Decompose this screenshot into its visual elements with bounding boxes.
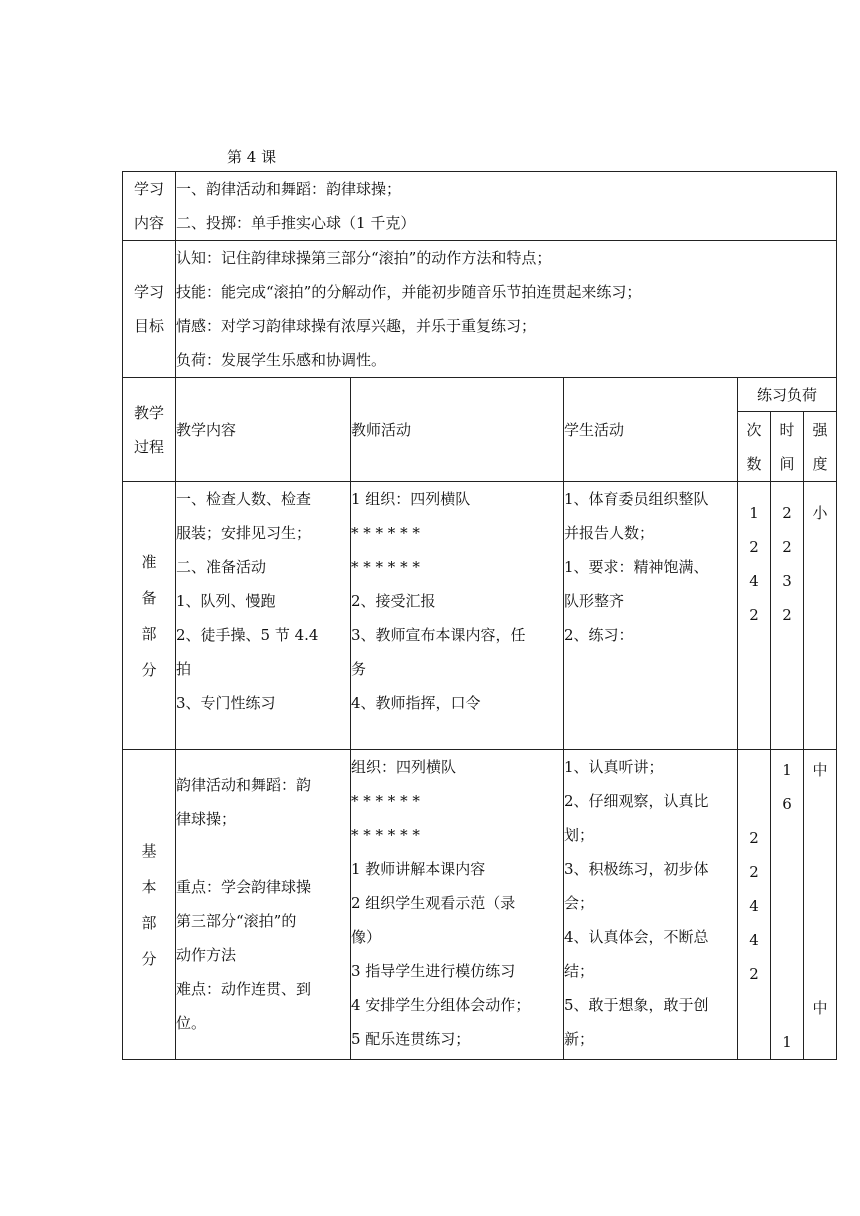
basic-intensity <box>804 750 837 1060</box>
basic-content-line: 难点：动作连贯、到 <box>176 980 312 998</box>
basic-duration <box>771 750 804 1060</box>
prep-student-line: 1、体育委员组织整队 <box>564 490 709 508</box>
goal-line: 情感：对学习韵律球操有浓厚兴趣，并乐于重复练习； <box>176 317 537 335</box>
header-process-line: 教学 <box>133 403 164 422</box>
header-duration-char: 时 <box>779 420 795 439</box>
basic-times-value: 4 <box>749 931 759 949</box>
prep-content-line: 2、徒手操、5 节 4.4 <box>176 626 319 644</box>
basic-intensity-value <box>806 923 834 957</box>
prep-intensity-value: 小 <box>812 504 828 522</box>
basic-student-line: 结； <box>564 962 595 980</box>
prep-teacher-line: 务 <box>351 660 367 678</box>
basic-teacher-line: 像） <box>351 928 382 946</box>
basic-student-line: 划； <box>564 826 595 844</box>
prep-duration-value: 2 <box>782 504 792 522</box>
basic-duration-value: 1 <box>782 761 792 779</box>
goals-label <box>123 241 176 378</box>
prep-intensity <box>804 482 837 750</box>
prep-content-line: 一、检查人数、检查 <box>176 490 312 508</box>
basic-label-char: 基 <box>141 841 157 860</box>
basic-teacher <box>351 750 564 1060</box>
basic-times-value: 2 <box>749 829 759 847</box>
prep-duration-value: 3 <box>782 572 792 590</box>
content-line: 一、韵律活动和舞蹈：韵律球操； <box>176 180 402 198</box>
basic-student-line: 会； <box>564 894 595 912</box>
goals-label-line: 目标 <box>133 317 164 335</box>
basic-content-line: 律球操； <box>176 810 237 828</box>
prep-times-value: 2 <box>749 538 759 556</box>
header-student: 学生活动 <box>564 378 738 482</box>
header-process <box>123 378 176 482</box>
content-line: 二、投掷：单手推实心球（1 千克） <box>176 214 416 232</box>
basic-duration-value <box>773 889 801 923</box>
basic-times-value: 2 <box>749 863 759 881</box>
header-duration-char: 间 <box>779 454 795 473</box>
prep-teacher-line: 4、教师指挥，口令 <box>351 694 481 712</box>
basic-duration-value <box>773 923 801 957</box>
header-duration <box>771 412 804 482</box>
content-text <box>176 172 837 241</box>
basic-content <box>176 750 351 1060</box>
prep-teacher <box>351 482 564 750</box>
basic-duration-value: 1 <box>782 1033 792 1051</box>
prep-label <box>123 482 176 750</box>
prep-duration <box>771 482 804 750</box>
prep-content-line: 3、专门性练习 <box>176 694 276 712</box>
basic-intensity-value <box>806 787 834 821</box>
basic-duration-value <box>773 855 801 889</box>
header-teacher: 教师活动 <box>351 378 564 482</box>
basic-row <box>123 750 837 1060</box>
basic-student <box>564 750 738 1060</box>
lesson-plan-table <box>122 171 837 1060</box>
content-row <box>123 172 837 241</box>
basic-teacher-line: 1 教师讲解本课内容 <box>351 860 486 878</box>
prep-content <box>176 482 351 750</box>
basic-teacher-line: * * * * * * <box>351 792 420 810</box>
basic-teacher-line: 2 组织学生观看示范（录 <box>351 894 516 912</box>
basic-content-line: 第三部分“滚拍”的 <box>176 912 297 930</box>
basic-student-line: 1、认真听讲； <box>564 758 664 776</box>
basic-label-char: 部 <box>141 913 157 932</box>
goals-label-line: 学习 <box>133 283 164 301</box>
prep-label-char: 部 <box>141 624 157 643</box>
basic-student-line: 5、敢于想象，敢于创 <box>564 996 709 1014</box>
prep-student-line: 队形整齐 <box>564 592 625 610</box>
basic-times-value: 2 <box>749 965 759 983</box>
header-intensity-char: 度 <box>812 454 828 473</box>
basic-duration-value <box>773 991 801 1025</box>
goal-line: 负荷：发展学生乐感和协调性。 <box>176 351 387 369</box>
goal-line: 技能：能完成“滚拍”的分解动作，并能初步随音乐节拍连贯起来练习； <box>176 283 642 301</box>
header-intensity <box>804 412 837 482</box>
prep-content-line: 1、队列、慢跑 <box>176 592 276 610</box>
basic-intensity-value <box>806 889 834 923</box>
basic-teacher-line: 4 安排学生分组体会动作； <box>351 996 531 1014</box>
basic-intensity-value <box>806 821 834 855</box>
prep-teacher-line: 2、接受汇报 <box>351 592 436 610</box>
prep-student-line: 1、要求：精神饱满、 <box>564 558 709 576</box>
prep-teacher-line: 1 组织：四列横队 <box>351 490 471 508</box>
basic-student-line: 4、认真体会，不断总 <box>564 928 709 946</box>
content-label-line: 内容 <box>133 214 164 232</box>
basic-times <box>738 750 771 1060</box>
basic-times-value: 4 <box>749 897 759 915</box>
basic-label-char: 分 <box>141 949 157 968</box>
header-content: 教学内容 <box>176 378 351 482</box>
goals-row <box>123 241 837 378</box>
header-row-top <box>123 378 837 412</box>
prep-teacher-line: * * * * * * <box>351 524 420 542</box>
basic-content-line: 韵律活动和舞蹈：韵 <box>176 776 312 794</box>
basic-student-line: 3、积极练习，初步体 <box>564 860 709 878</box>
basic-student-line: 2、仔细观察，认真比 <box>564 792 709 810</box>
basic-teacher-line: 5 配乐连贯练习； <box>351 1030 471 1048</box>
content-label-line: 学习 <box>133 180 164 198</box>
header-process-line: 过程 <box>133 437 164 456</box>
prep-student-line: 2、练习： <box>564 626 634 644</box>
basic-intensity-value: 中 <box>812 999 828 1017</box>
basic-times-value <box>740 787 768 821</box>
prep-duration-value: 2 <box>782 606 792 624</box>
prep-content-line: 拍 <box>176 660 192 678</box>
prep-teacher-line: 3、教师宣布本课内容，任 <box>351 626 526 644</box>
header-times <box>738 412 771 482</box>
header-times-char: 数 <box>746 454 762 473</box>
prep-label-char: 备 <box>141 588 157 607</box>
basic-teacher-line: 组织：四列横队 <box>351 758 457 776</box>
prep-label-char: 分 <box>141 660 157 679</box>
basic-duration-value: 6 <box>782 795 792 813</box>
prep-student-line: 并报告人数； <box>564 524 655 542</box>
basic-content-line <box>176 836 350 870</box>
prep-times <box>738 482 771 750</box>
header-load: 练习负荷 <box>738 378 837 412</box>
goal-line: 认知：记住韵律球操第三部分“滚拍”的动作方法和特点； <box>176 249 552 267</box>
prep-times-value: 1 <box>749 504 759 522</box>
basic-teacher-line: * * * * * * <box>351 826 420 844</box>
prep-times-value: 4 <box>749 572 759 590</box>
basic-intensity-value <box>806 957 834 991</box>
basic-content-line: 重点：学会韵律球操 <box>176 878 312 896</box>
basic-label-char: 本 <box>141 877 157 896</box>
basic-intensity-value <box>806 855 834 889</box>
basic-label <box>123 750 176 1060</box>
basic-duration-value <box>773 821 801 855</box>
prep-student <box>564 482 738 750</box>
prep-teacher-line: * * * * * * <box>351 558 420 576</box>
header-times-char: 次 <box>746 420 762 439</box>
page-title: 第 4 课 <box>227 148 277 166</box>
basic-student-line: 新； <box>564 1030 595 1048</box>
basic-content-line: 位。 <box>176 1014 207 1032</box>
prep-duration-value: 2 <box>782 538 792 556</box>
prep-times-value: 2 <box>749 606 759 624</box>
basic-times-value <box>740 753 768 787</box>
content-label <box>123 172 176 241</box>
basic-intensity-value: 中 <box>812 761 828 779</box>
prep-content-line: 服装；安排见习生； <box>176 524 312 542</box>
header-intensity-char: 强 <box>812 420 828 439</box>
prep-label-char: 准 <box>141 552 157 571</box>
prep-row <box>123 482 837 750</box>
basic-content-line: 动作方法 <box>176 946 237 964</box>
basic-teacher-line: 3 指导学生进行模仿练习 <box>351 962 516 980</box>
goals-text <box>176 241 837 378</box>
prep-content-line: 二、准备活动 <box>176 558 267 576</box>
basic-duration-value <box>773 957 801 991</box>
